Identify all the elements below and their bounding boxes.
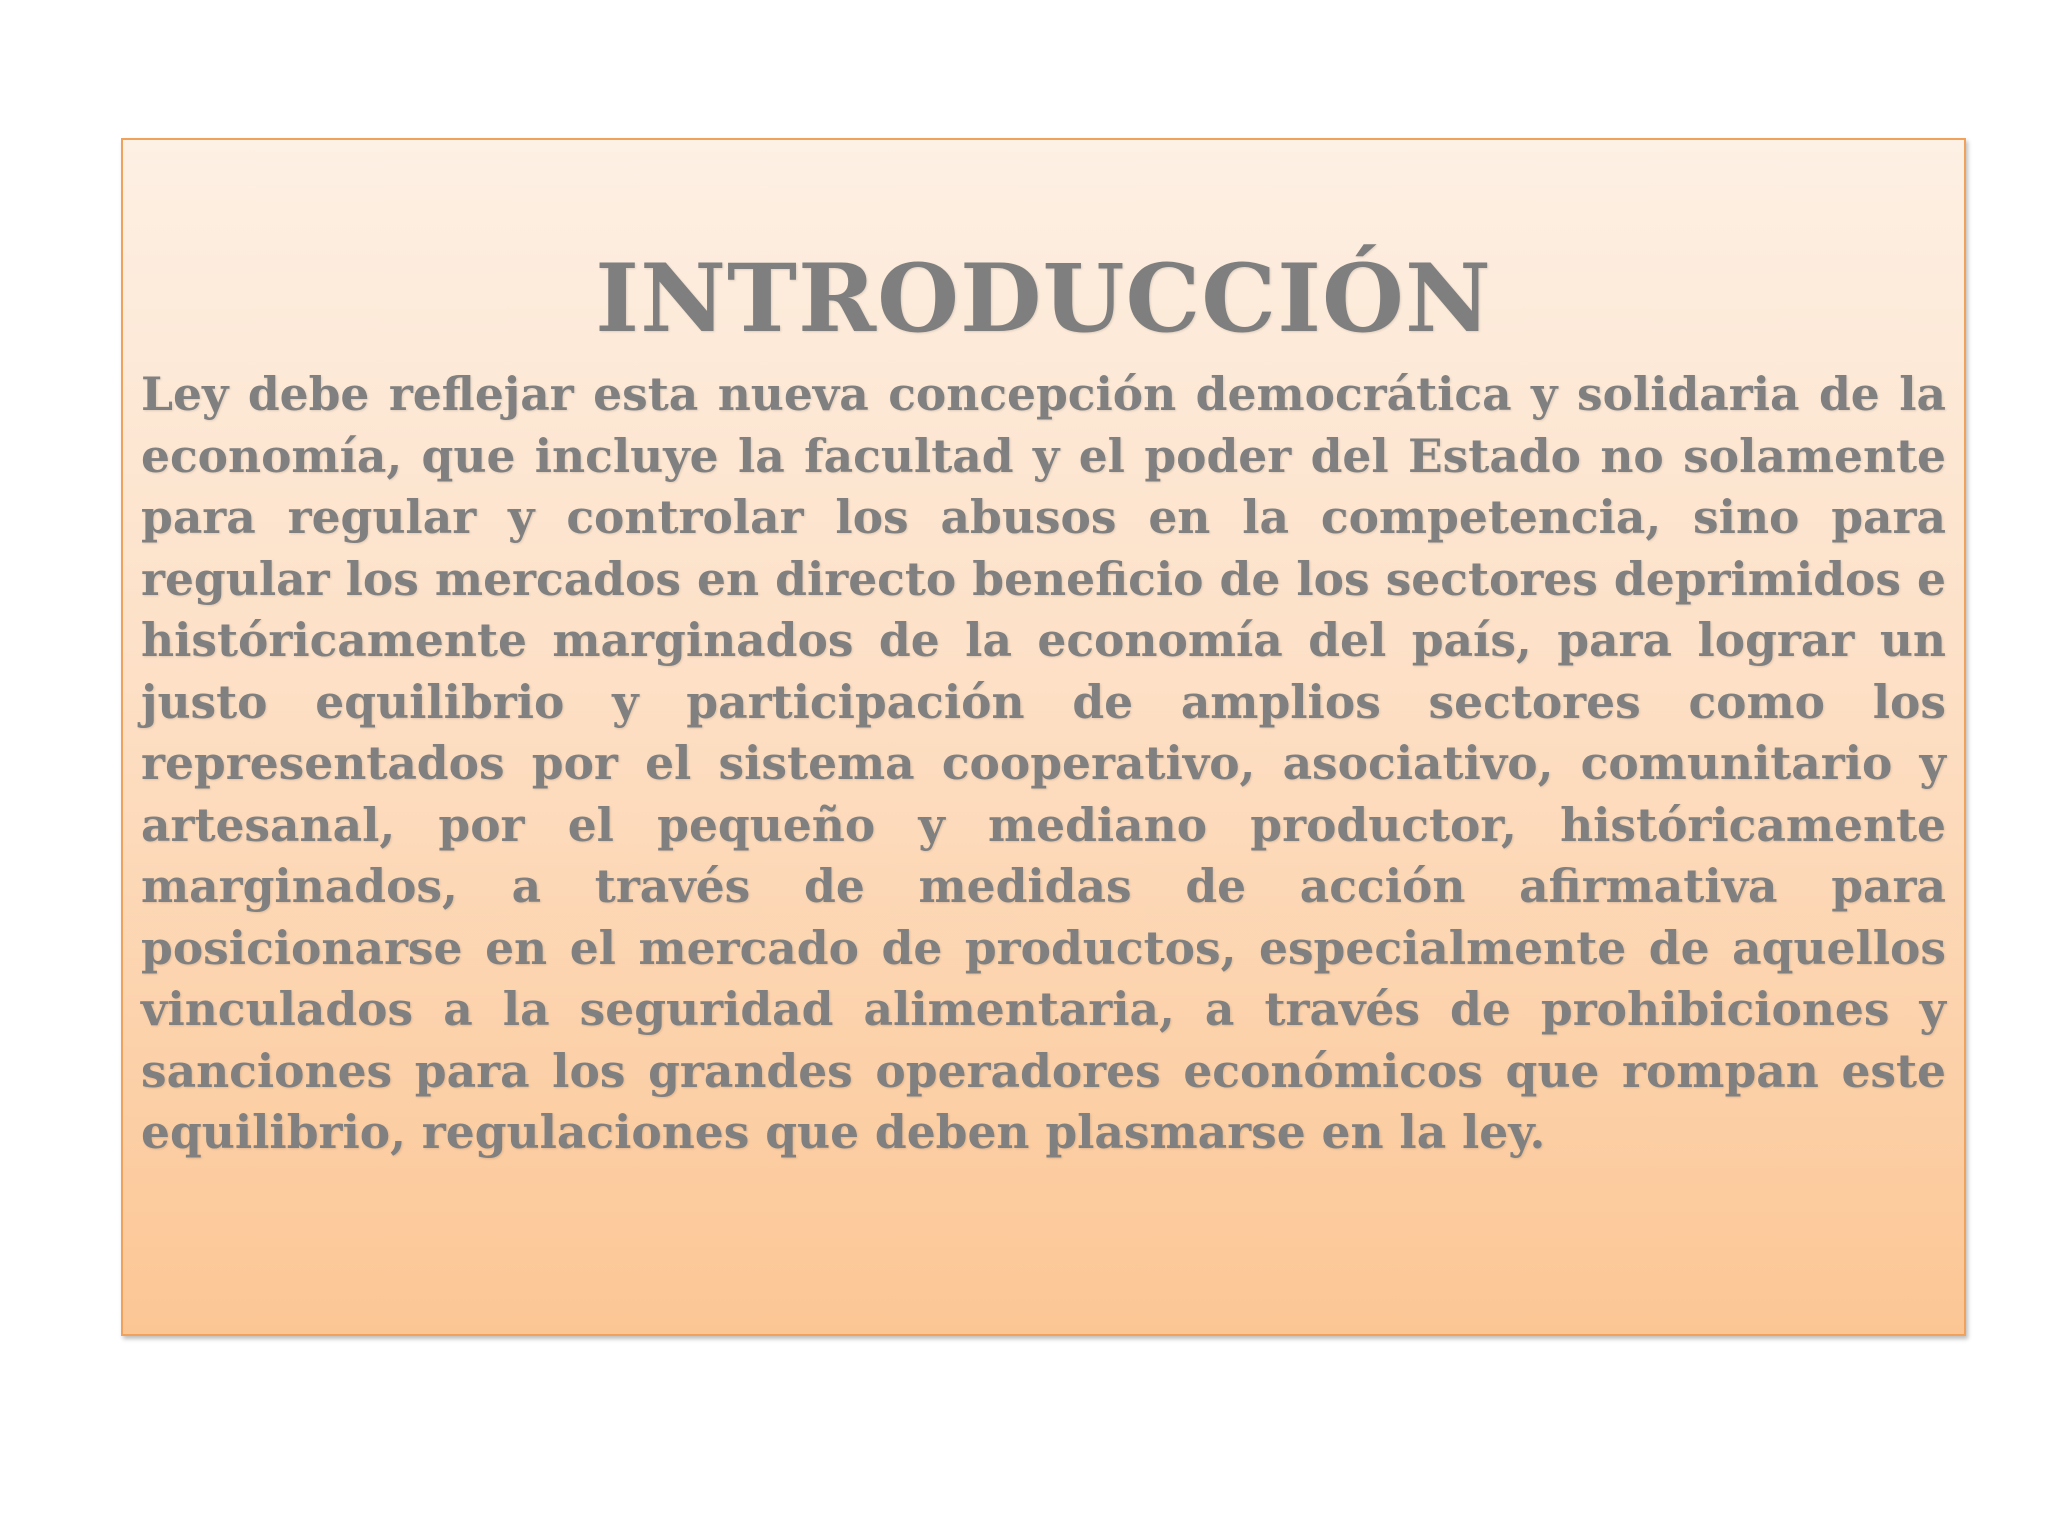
slide-title: INTRODUCCIÓN: [595, 244, 1492, 354]
slide-body-text: Ley debe reflejar esta nueva concepción democrática y solidaria de la economía, que incluye la facultad y el poder del Estado no solamente para regular y controlar los abusos en la competencia, sino para regular los mercados en directo beneficio de los sectores deprimidos e históricamente marginados de la economía del país, para lograr un justo equilibrio y participación de amplios sectores como los representados por el sistema cooperativo, asociativo, comunitario y artesanal, por el pequeño y mediano productor, históricamente marginados, a través de medidas de acción afirmativa para posicionarse en el mercado de productos, especialmente de aquellos vinculados a la seguridad alimentaria, a través de prohibiciones y sanciones para los grandes operadores económicos que rompan este equilibrio, regulaciones que deben plasmarse en la ley.: [141, 367, 1946, 1159]
content-box: [121, 138, 1966, 1336]
